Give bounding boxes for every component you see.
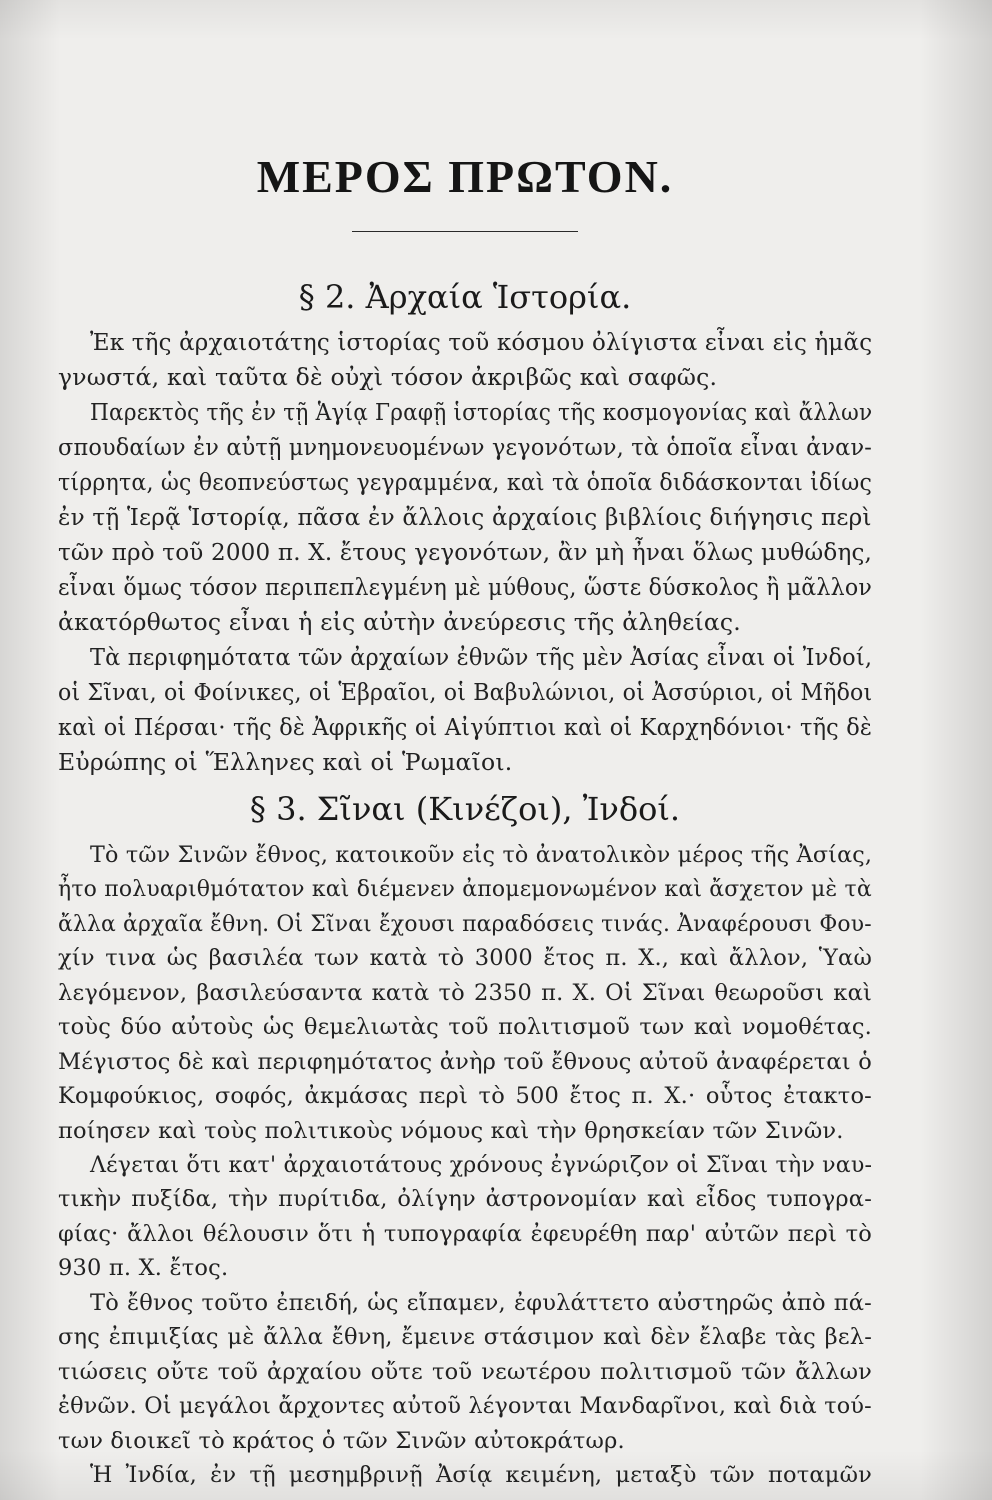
text-line: Μέγιστος δὲ καὶ περιφημότατος ἀνὴρ τοῦ ἔθνους αὐτοῦ ἀναφέρεται ὁ [58, 1049, 872, 1075]
text-line: ἐθνῶν. Οἱ μεγάλοι ἄρχοντες αὐτοῦ λέγονται Μανδαρῖνοι, καὶ διὰ τού- [58, 1393, 872, 1419]
text-line: Λέγεται ὅτι κατ' ἀρχαιοτάτους χρόνους ἐγνώριζον οἱ Σῖναι τὴν ναυ- [90, 1152, 873, 1178]
text-line: χίν τινα ὡς βασιλέα των κατὰ τὸ 3000 ἔτος π. Χ., καὶ ἄλλον, Ὑαὼ [58, 945, 872, 971]
text-line: Ἡ Ἰνδία, ἐν τῇ μεσημβρινῇ Ἀσίᾳ κειμένη, μεταξὺ τῶν ποταμῶν [90, 1462, 872, 1488]
text-line: λεγόμενον, βασιλεύσαντα κατὰ τὸ 2350 π. Χ. Οἱ Σῖναι θεωροῦσι καὶ [58, 980, 872, 1006]
text-line: Παρεκτὸς τῆς ἐν τῇ Ἁγίᾳ Γραφῇ ἱστορίας τῆς κοσμογονίας καὶ ἄλλων [90, 398, 873, 426]
text-line: τιώσεις οὔτε τοῦ ἀρχαίου οὔτε τοῦ νεωτέρου πολιτισμοῦ τῶν ἄλλων [58, 1359, 872, 1385]
text-line: ἦτο πολυαριθμότατον καὶ διέμενεν ἀπομεμονωμένον καὶ ἄσχετον μὲ τὰ [58, 876, 872, 902]
text-line: γνωστά, καὶ ταῦτα δὲ οὐχὶ τόσον ἀκριβῶς καὶ σαφῶς. [58, 363, 718, 391]
text-line: Ἐκ τῆς ἀρχαιοτάτης ἱστορίας τοῦ κόσμου ὀλίγιστα εἶναι εἰς ἡμᾶς [90, 328, 873, 356]
text-line: ἀκατόρθωτος εἶναι ἡ εἰς αὐτὴν ἀνεύρεσις τῆς ἀληθείας. [58, 608, 741, 636]
text-line: ἄλλα ἀρχαῖα ἔθνη. Οἱ Σῖναι ἔχουσι παραδόσεις τινάς. Ἀναφέρουσι Φου- [58, 911, 872, 937]
text-line: τίρρητα, ὡς θεοπνεύστως γεγραμμένα, καὶ τὰ ὁποῖα διδάσκονται ἰδίως [58, 468, 872, 496]
text-line: ἐν τῇ Ἱερᾷ Ἱστορίᾳ, πᾶσα ἐν ἄλλοις ἀρχαίοις βιβλίοις διήγησις περὶ [58, 503, 872, 531]
text-line: Τὸ ἔθνος τοῦτο ἐπειδή, ὡς εἴπαμεν, ἐφυλάττετο αὐστηρῶς ἀπὸ πά- [90, 1290, 872, 1316]
text-line: Εὐρώπης οἱ Ἕλληνες καὶ οἱ Ῥωμαῖοι. [58, 748, 513, 776]
text-line: τῶν πρὸ τοῦ 2000 π. Χ. ἔτους γεγονότων, ἂν μὴ ἦναι ὅλως μυθώδης, [58, 538, 873, 566]
text-line: φίας· ἄλλοι θέλουσιν ὅτι ἡ τυπογραφία ἐφευρέθη παρ' αὐτῶν περὶ τὸ [58, 1221, 872, 1247]
text-line: σπουδαίων ἐν αὐτῇ μνημονευομένων γεγονότων, τὰ ὁποῖα εἶναι ἀναν- [58, 433, 872, 461]
text-line: καὶ οἱ Πέρσαι· τῆς δὲ Ἀφρικῆς οἱ Αἰγύπτιοι καὶ οἱ Καρχηδόνιοι· τῆς δὲ [58, 713, 873, 741]
text-line: 930 π. Χ. ἔτος. [58, 1255, 229, 1281]
text-line: Τὰ περιφημότατα τῶν ἀρχαίων ἐθνῶν τῆς μὲν Ἀσίας εἶναι οἱ Ἰνδοί, [90, 643, 873, 671]
section-heading-2: § 2. Ἀρχαία Ἱστορία. [298, 278, 632, 316]
title-rule [352, 231, 578, 232]
text-line: εἶναι ὅμως τόσον περιπεπλεγμένη μὲ μύθους, ὥστε δύσκολος ἢ μᾶλλον [58, 573, 872, 601]
section-heading-3: § 3. Σῖναι (Κινέζοι), Ἰνδοί. [249, 790, 681, 828]
text-line: τοὺς δύο αὐτοὺς ὡς θεμελιωτὰς τοῦ πολιτισμοῦ των καὶ νομοθέτας. [58, 1014, 872, 1040]
text-line: τικὴν πυξίδα, τὴν πυρίτιδα, ὀλίγην ἀστρονομίαν καὶ εἶδος τυπογρα- [58, 1186, 872, 1212]
text-line: Κομφούκιος, σοφός, ἀκμάσας περὶ τὸ 500 ἔτος π. Χ.· οὗτος ἐτακτο- [58, 1083, 872, 1109]
text-line: οἱ Σῖναι, οἱ Φοίνικες, οἱ Ἑβραῖοι, οἱ Βαβυλώνιοι, οἱ Ἀσσύριοι, οἱ Μῆδοι [58, 678, 873, 706]
text-line: σης ἐπιμιξίας μὲ ἄλλα ἔθνη, ἔμεινε στάσιμον καὶ δὲν ἔλαβε τὰς βελ- [58, 1324, 872, 1350]
text-line: ποίησεν καὶ τοὺς πολιτικοὺς νόμους καὶ τὴν θρησκείαν τῶν Σινῶν. [58, 1118, 844, 1144]
text-line: Τὸ τῶν Σινῶν ἔθνος, κατοικοῦν εἰς τὸ ἀνατολικὸν μέρος τῆς Ἀσίας, [90, 842, 873, 868]
text-line: των διοικεῖ τὸ κράτος ὁ τῶν Σινῶν αὐτοκράτωρ. [58, 1428, 625, 1454]
part-title: ΜΕΡΟΣ ΠΡΩΤΟΝ. [256, 151, 674, 202]
